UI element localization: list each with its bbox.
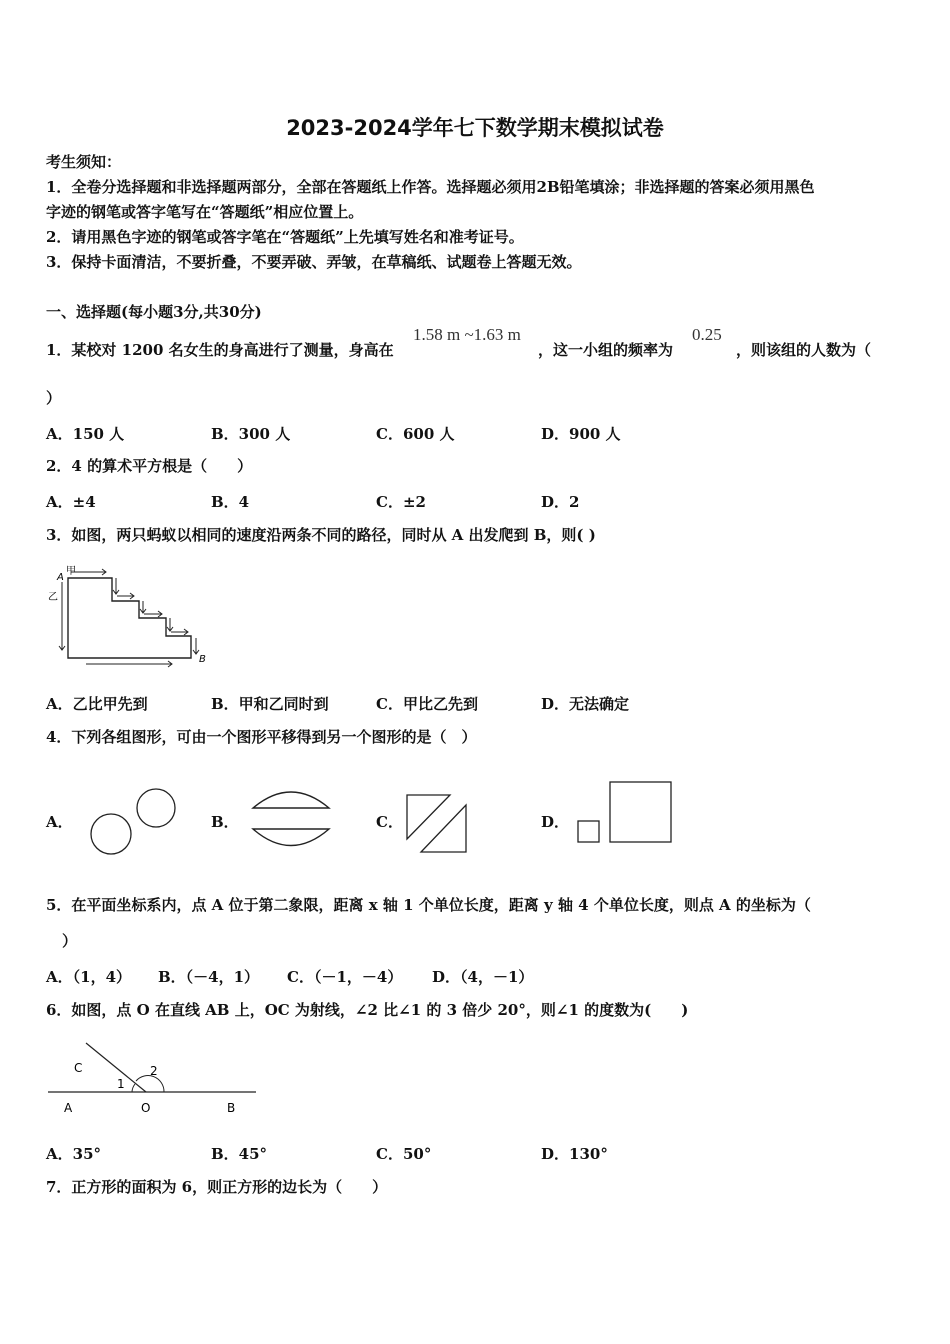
q1-stem-part3: ，则该组的人数为（: [736, 341, 872, 359]
q2-option-d[interactable]: D．2: [541, 493, 580, 511]
q4-option-d[interactable]: D．: [541, 813, 570, 831]
q6-label-1: 1: [117, 1077, 125, 1091]
q4-option-d-squares: [574, 780, 676, 846]
q6-label-a: A: [64, 1101, 73, 1115]
q4-option-b[interactable]: B．: [211, 813, 239, 831]
q6-option-d[interactable]: D．130°: [541, 1145, 608, 1163]
q2-option-a[interactable]: A．±4: [46, 493, 96, 511]
q1-option-c[interactable]: C．600 人: [376, 425, 455, 443]
q5-option-a[interactable]: A．（1，4）: [46, 968, 132, 986]
notice-item-1-cont: 字迹的钢笔或答字笔写在“答题纸”相应位置上。: [46, 203, 364, 221]
q5-option-d[interactable]: D．（4，－1）: [432, 968, 534, 986]
q6-label-o: O: [141, 1101, 151, 1115]
q4-option-a[interactable]: A．: [46, 813, 73, 831]
q1-option-b[interactable]: B．300 人: [211, 425, 291, 443]
q2-stem: 2．4 的算术平方根是（ ）: [46, 457, 253, 475]
q1-option-d[interactable]: D．900 人: [541, 425, 621, 443]
q1-option-a[interactable]: A．150 人: [46, 425, 125, 443]
q5-option-b[interactable]: B．（－4，1）: [158, 968, 260, 986]
q6-label-2: 2: [150, 1064, 158, 1078]
section-heading: 一、选择题(每小题3分,共30分): [46, 303, 262, 321]
q6-angle-figure: [44, 1036, 260, 1120]
notice-heading: 考生须知：: [46, 153, 122, 171]
q5-stem-close: ）: [62, 932, 78, 950]
q2-option-b[interactable]: B．4: [211, 493, 250, 511]
q3-option-d[interactable]: D．无法确定: [541, 695, 630, 713]
q3-stem: 3．如图，两只蚂蚁以相同的速度沿两条不同的路径，同时从 A 出发爬到 B，则( ): [46, 526, 596, 544]
q3-option-a[interactable]: A．乙比甲先到: [46, 695, 148, 713]
q3-label-jia: 甲: [66, 566, 76, 577]
q2-option-c[interactable]: C．±2: [376, 493, 426, 511]
q5-option-c[interactable]: C．（－1，－4）: [287, 968, 403, 986]
q6-stem: 6．如图，点 O 在直线 AB 上，OC 为射线，∠2 比∠1 的 3 倍少 20°，则∠1 的度数为( ): [46, 1001, 689, 1019]
q4-option-a-circles: [86, 782, 181, 862]
q1-stem-part1: 1．某校对 1200 名女生的身高进行了测量，身高在: [46, 341, 394, 359]
q1-frequency: 0.25: [692, 325, 722, 344]
q3-label-a: A: [57, 572, 64, 583]
q3-option-b[interactable]: B．甲和乙同时到: [211, 695, 329, 713]
q1-height-range: 1.58 m ~1.63 m: [413, 325, 521, 344]
q3-option-c[interactable]: C．甲比乙先到: [376, 695, 478, 713]
page-title: 2023-2024学年七下数学期末模拟试卷: [286, 116, 664, 140]
q4-option-c[interactable]: C．: [376, 813, 403, 831]
q3-staircase-figure: [44, 562, 214, 672]
q6-option-c[interactable]: C．50°: [376, 1145, 432, 1163]
q6-label-b: B: [227, 1101, 236, 1115]
q3-label-b: B: [199, 654, 206, 665]
q5-stem: 5．在平面坐标系内，点 A 位于第二象限，距离 x 轴 1 个单位长度，距离 y 轴 4 个单位长度，则点 A 的坐标为（: [46, 896, 811, 914]
notice-item-1: 1．全卷分选择题和非选择题两部分，全部在答题纸上作答。选择题必须用2B铅笔填涂；非选择题的答案必须用黑色: [46, 178, 815, 196]
q6-option-b[interactable]: B．45°: [211, 1145, 268, 1163]
q1-stem-part2: ，这一小组的频率为: [538, 341, 674, 359]
q6-option-a[interactable]: A．35°: [46, 1145, 102, 1163]
q4-option-b-segments: [248, 784, 334, 856]
notice-item-2: 2．请用黑色字迹的钢笔或答字笔在“答题纸”上先填写姓名和准考证号。: [46, 228, 524, 246]
q3-label-yi: 乙: [48, 592, 58, 603]
q7-stem: 7．正方形的面积为 6，则正方形的边长为（ ）: [46, 1178, 388, 1196]
q6-label-c: C: [74, 1061, 83, 1075]
q1-stem-close: ）: [46, 389, 62, 407]
notice-item-3: 3．保持卡面清洁，不要折叠，不要弄破、弄皱，在草稿纸、试题卷上答题无效。: [46, 253, 582, 271]
q4-option-c-triangles: [404, 792, 472, 856]
q4-stem: 4．下列各组图形，可由一个图形平移得到另一个图形的是（ ）: [46, 728, 477, 746]
